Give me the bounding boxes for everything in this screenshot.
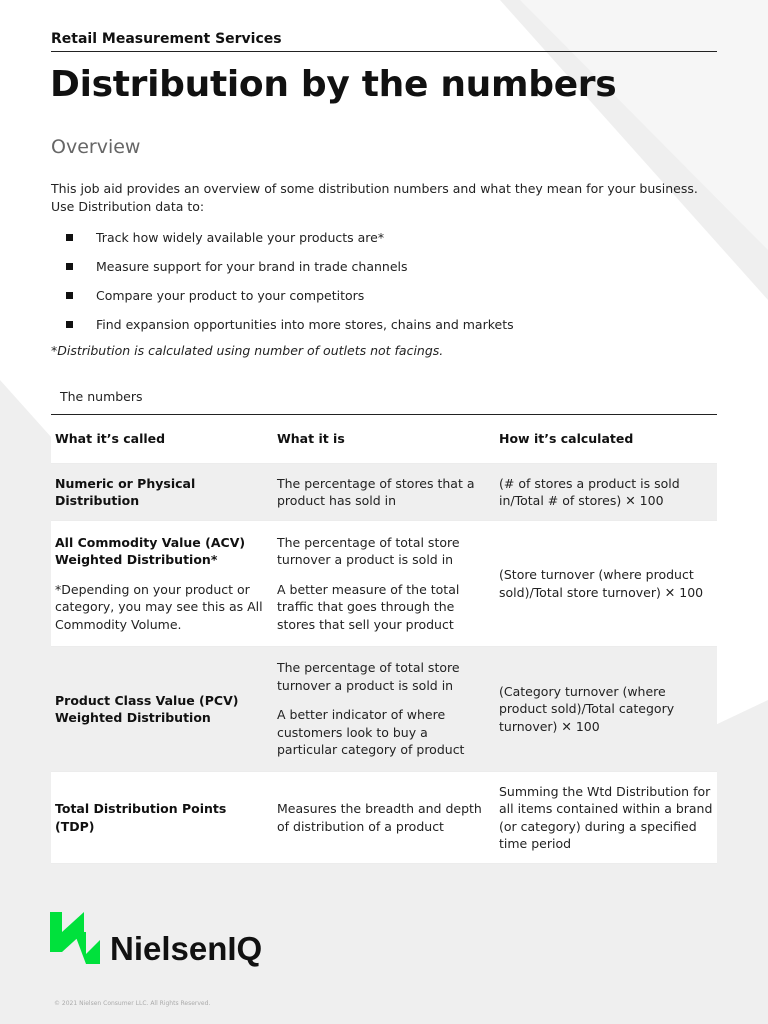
row-name: Numeric or Physical Distribution bbox=[55, 475, 196, 508]
header-what-its-called: What it’s called bbox=[55, 431, 166, 447]
row-description-extra: A better indicator of where customers look to buy a particular category of product bbox=[277, 707, 465, 758]
row-formula: (# of stores a product is sold in/Total # of stores) ✕ 100 bbox=[499, 475, 680, 508]
row-name-cell bbox=[51, 800, 273, 835]
bullet-item bbox=[51, 315, 514, 344]
bullet-square-icon bbox=[66, 234, 73, 241]
header-how-calculated: How it’s calculated bbox=[499, 431, 634, 447]
bullet-text: Measure support for your brand in trade channels bbox=[96, 259, 408, 274]
distribution-footnote: *Distribution is calculated using number of outlets not facings. bbox=[51, 343, 444, 358]
bullet-text: Compare your product to your competitors bbox=[96, 288, 365, 303]
bullet-text: Track how widely available your products are* bbox=[96, 230, 385, 245]
row-formula-cell bbox=[495, 475, 717, 510]
logo-wordmark: NielsenIQ bbox=[110, 930, 263, 967]
distribution-table bbox=[51, 415, 717, 864]
table-header-row bbox=[51, 415, 717, 464]
row-name-note: *Depending on your product or category, you may see this as All Commodity Volume. bbox=[55, 581, 263, 632]
page-title: Distribution by the numbers bbox=[50, 64, 617, 105]
bullet-square-icon bbox=[66, 321, 73, 328]
row-description: The percentage of total store turnover a product is sold in bbox=[277, 660, 460, 693]
section-subheading: Overview bbox=[51, 136, 141, 158]
bullet-item bbox=[51, 257, 514, 286]
eyebrow-label: Retail Measurement Services bbox=[51, 31, 717, 52]
bullet-item bbox=[51, 286, 514, 315]
bullet-list bbox=[51, 228, 514, 344]
row-description: The percentage of stores that a product has sold in bbox=[277, 475, 475, 508]
table-row bbox=[51, 647, 717, 772]
row-formula: (Category turnover (where product sold)/Total category turnover) ✕ 100 bbox=[499, 683, 675, 734]
table-caption: The numbers bbox=[60, 389, 143, 404]
nielseniq-logo bbox=[50, 910, 320, 978]
intro-line-2: Use Distribution data to: bbox=[51, 199, 205, 214]
intro-line-1: This job aid provides an overview of some distribution numbers and what they mean for your business. bbox=[51, 181, 698, 196]
row-description-cell bbox=[273, 475, 495, 510]
row-name: All Commodity Value (ACV) Weighted Distribution* bbox=[55, 534, 246, 568]
bullet-text: Find expansion opportunities into more stores, chains and markets bbox=[96, 317, 514, 332]
table-row bbox=[51, 464, 717, 521]
row-name: Total Distribution Points (TDP) bbox=[55, 801, 227, 834]
row-formula-cell bbox=[495, 683, 717, 736]
row-name-cell bbox=[51, 475, 273, 510]
row-name-cell bbox=[51, 534, 273, 634]
row-description-cell bbox=[273, 800, 495, 835]
row-description-cell bbox=[273, 659, 495, 759]
row-formula-cell bbox=[495, 566, 717, 601]
row-formula: Summing the Wtd Distribution for all items contained within a brand (or category) during a specified time period bbox=[499, 783, 713, 851]
row-name: Product Class Value (PCV) Weighted Distribution bbox=[55, 692, 239, 725]
nielseniq-logo-icon bbox=[50, 910, 320, 974]
header-what-it-is: What it is bbox=[277, 431, 345, 447]
bullet-square-icon bbox=[66, 263, 73, 270]
intro-paragraph bbox=[51, 180, 721, 216]
bullet-item bbox=[51, 228, 514, 257]
row-description: The percentage of total store turnover a product is sold in bbox=[277, 534, 460, 568]
table-row bbox=[51, 521, 717, 647]
copyright-text: © 2021 Nielsen Consumer LLC. All Rights Reserved. bbox=[54, 1000, 211, 1007]
row-description: Measures the breadth and depth of distribution of a product bbox=[277, 801, 482, 834]
row-description-cell bbox=[273, 534, 495, 634]
row-description-extra: A better measure of the total traffic that goes through the stores that sell your product bbox=[277, 581, 460, 632]
row-name-cell bbox=[51, 692, 273, 727]
row-formula: (Store turnover (where product sold)/Total store turnover) ✕ 100 bbox=[499, 567, 704, 600]
table-row bbox=[51, 772, 717, 864]
row-formula-cell bbox=[495, 783, 717, 853]
bullet-square-icon bbox=[66, 292, 73, 299]
